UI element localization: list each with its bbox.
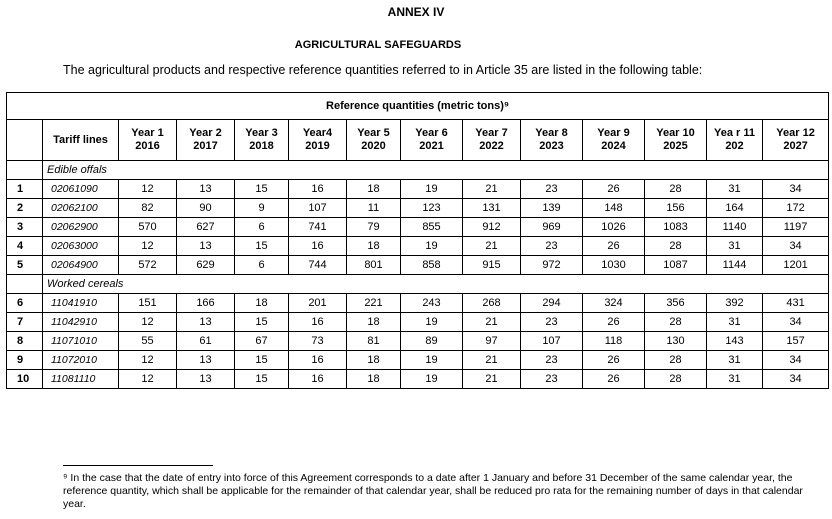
quantity-cell: 34 <box>763 313 829 332</box>
quantity-cell: 570 <box>119 218 177 237</box>
year-header <box>177 120 235 161</box>
year-value: 2022 <box>479 140 504 152</box>
quantity-cell: 221 <box>347 294 401 313</box>
quantity-cell: 15 <box>235 370 289 389</box>
quantity-cell: 294 <box>521 294 583 313</box>
section-row <box>7 161 829 180</box>
quantity-cell: 18 <box>347 237 401 256</box>
quantity-cell: 1026 <box>583 218 645 237</box>
quantity-cell: 18 <box>235 294 289 313</box>
quantity-cell: 18 <box>347 370 401 389</box>
row-number-header <box>7 120 43 161</box>
year-value: 2016 <box>135 140 160 152</box>
year-value: 202 <box>725 140 744 152</box>
quantity-cell: 28 <box>645 180 707 199</box>
tariff-line: 02063000 <box>43 237 119 256</box>
quantity-cell: 18 <box>347 351 401 370</box>
quantity-cell: 79 <box>347 218 401 237</box>
year-label: Year 2 <box>189 127 222 139</box>
row-number: 8 <box>7 332 43 351</box>
quantity-cell: 31 <box>707 313 763 332</box>
quantity-cell: 744 <box>289 256 347 275</box>
row-number: 3 <box>7 218 43 237</box>
reference-quantities-table <box>6 92 829 389</box>
year-header <box>707 120 763 161</box>
quantity-cell: 34 <box>763 180 829 199</box>
quantity-cell: 972 <box>521 256 583 275</box>
quantity-cell: 969 <box>521 218 583 237</box>
quantity-cell: 16 <box>289 237 347 256</box>
quantity-cell: 16 <box>289 180 347 199</box>
year-label: Year 5 <box>357 127 390 139</box>
table-row <box>7 313 829 332</box>
year-value: 2017 <box>193 140 218 152</box>
section-label: Worked cereals <box>43 275 829 294</box>
quantity-cell: 26 <box>583 237 645 256</box>
table-row <box>7 199 829 218</box>
quantity-cell: 21 <box>463 370 521 389</box>
year-header <box>119 120 177 161</box>
quantity-cell: 26 <box>583 351 645 370</box>
quantity-cell: 19 <box>401 370 463 389</box>
quantity-cell: 858 <box>401 256 463 275</box>
table-row <box>7 256 829 275</box>
quantity-cell: 201 <box>289 294 347 313</box>
quantity-cell: 28 <box>645 237 707 256</box>
quantity-cell: 28 <box>645 370 707 389</box>
quantity-cell: 31 <box>707 237 763 256</box>
row-number: 2 <box>7 199 43 218</box>
row-number: 5 <box>7 256 43 275</box>
quantity-cell: 13 <box>177 313 235 332</box>
quantity-cell: 166 <box>177 294 235 313</box>
quantity-cell: 31 <box>707 351 763 370</box>
quantity-cell: 34 <box>763 237 829 256</box>
quantity-cell: 16 <box>289 313 347 332</box>
quantity-cell: 1197 <box>763 218 829 237</box>
year-header <box>347 120 401 161</box>
year-label: Year 6 <box>415 127 448 139</box>
quantity-cell: 13 <box>177 237 235 256</box>
quantity-cell: 31 <box>707 370 763 389</box>
quantity-cell: 6 <box>235 218 289 237</box>
quantity-cell: 15 <box>235 351 289 370</box>
quantity-cell: 81 <box>347 332 401 351</box>
section-title: AGRICULTURAL SAFEGUARDS <box>294 39 462 51</box>
quantity-cell: 23 <box>521 351 583 370</box>
year-label: Year 12 <box>776 127 815 139</box>
quantity-cell: 16 <box>289 370 347 389</box>
section-spacer <box>7 161 43 180</box>
year-label: Year 7 <box>475 127 508 139</box>
quantity-cell: 26 <box>583 180 645 199</box>
section-spacer <box>7 275 43 294</box>
table-row <box>7 332 829 351</box>
quantity-cell: 1201 <box>763 256 829 275</box>
quantity-cell: 123 <box>401 199 463 218</box>
year-header <box>645 120 707 161</box>
quantity-cell: 31 <box>707 180 763 199</box>
quantity-cell: 12 <box>119 237 177 256</box>
tariff-line: 02064900 <box>43 256 119 275</box>
reference-quantities-header: Reference quantities (metric tons)⁹ <box>7 93 829 120</box>
quantity-cell: 13 <box>177 351 235 370</box>
quantity-cell: 16 <box>289 351 347 370</box>
year-label: Year 10 <box>656 127 695 139</box>
quantity-cell: 12 <box>119 180 177 199</box>
quantity-cell: 19 <box>401 313 463 332</box>
year-header <box>521 120 583 161</box>
quantity-cell: 12 <box>119 313 177 332</box>
quantity-cell: 143 <box>707 332 763 351</box>
quantity-cell: 118 <box>583 332 645 351</box>
quantity-cell: 26 <box>583 313 645 332</box>
table-row <box>7 237 829 256</box>
annex-title: ANNEX IV <box>387 5 445 19</box>
section-row <box>7 275 829 294</box>
year-label: Year 9 <box>597 127 630 139</box>
quantity-cell: 1140 <box>707 218 763 237</box>
quantity-cell: 34 <box>763 351 829 370</box>
quantity-cell: 28 <box>645 313 707 332</box>
year-value: 2018 <box>249 140 274 152</box>
footnote-divider <box>63 465 213 466</box>
quantity-cell: 1083 <box>645 218 707 237</box>
quantity-cell: 627 <box>177 218 235 237</box>
tariff-line: 11071010 <box>43 332 119 351</box>
quantity-cell: 34 <box>763 370 829 389</box>
quantity-cell: 1144 <box>707 256 763 275</box>
quantity-cell: 572 <box>119 256 177 275</box>
tariff-lines-header: Tariff lines <box>43 120 119 161</box>
table-row <box>7 370 829 389</box>
year-label: Year4 <box>302 127 333 139</box>
quantity-cell: 97 <box>463 332 521 351</box>
quantity-cell: 9 <box>235 199 289 218</box>
row-number: 4 <box>7 237 43 256</box>
row-number: 9 <box>7 351 43 370</box>
year-header <box>463 120 521 161</box>
row-number: 7 <box>7 313 43 332</box>
quantity-cell: 151 <box>119 294 177 313</box>
year-value: 2020 <box>361 140 386 152</box>
quantity-cell: 243 <box>401 294 463 313</box>
quantity-cell: 148 <box>583 199 645 218</box>
year-label: Yea r 11 <box>714 127 755 139</box>
quantity-cell: 912 <box>463 218 521 237</box>
year-value: 2027 <box>783 140 808 152</box>
table-row <box>7 294 829 313</box>
intro-paragraph: The agricultural products and respective reference quantities referred to in Article 35 are listed in the following table: <box>63 63 703 77</box>
quantity-cell: 13 <box>177 180 235 199</box>
quantity-cell: 90 <box>177 199 235 218</box>
table-row <box>7 180 829 199</box>
quantity-cell: 19 <box>401 180 463 199</box>
quantity-cell: 21 <box>463 180 521 199</box>
quantity-cell: 23 <box>521 180 583 199</box>
quantity-cell: 21 <box>463 237 521 256</box>
quantity-cell: 629 <box>177 256 235 275</box>
quantity-cell: 157 <box>763 332 829 351</box>
quantity-cell: 23 <box>521 313 583 332</box>
quantity-cell: 15 <box>235 180 289 199</box>
table-row <box>7 218 829 237</box>
quantity-cell: 172 <box>763 199 829 218</box>
quantity-cell: 855 <box>401 218 463 237</box>
quantity-cell: 12 <box>119 370 177 389</box>
quantity-cell: 82 <box>119 199 177 218</box>
tariff-line: 02061090 <box>43 180 119 199</box>
year-header <box>763 120 829 161</box>
tariff-line: 11072010 <box>43 351 119 370</box>
quantity-cell: 67 <box>235 332 289 351</box>
quantity-cell: 107 <box>521 332 583 351</box>
year-header <box>289 120 347 161</box>
year-header <box>583 120 645 161</box>
quantity-cell: 6 <box>235 256 289 275</box>
year-label: Year 3 <box>245 127 278 139</box>
year-label: Year 8 <box>535 127 568 139</box>
quantity-cell: 18 <box>347 180 401 199</box>
quantity-cell: 131 <box>463 199 521 218</box>
tariff-line: 11081110 <box>43 370 119 389</box>
tariff-line: 02062100 <box>43 199 119 218</box>
quantity-cell: 11 <box>347 199 401 218</box>
quantity-cell: 89 <box>401 332 463 351</box>
quantity-cell: 26 <box>583 370 645 389</box>
quantity-cell: 21 <box>463 351 521 370</box>
quantity-cell: 21 <box>463 313 521 332</box>
quantity-cell: 268 <box>463 294 521 313</box>
quantity-cell: 19 <box>401 237 463 256</box>
quantity-cell: 164 <box>707 199 763 218</box>
tariff-line: 11041910 <box>43 294 119 313</box>
tariff-line: 11042910 <box>43 313 119 332</box>
year-value: 2019 <box>305 140 330 152</box>
tariff-line: 02062900 <box>43 218 119 237</box>
quantity-cell: 324 <box>583 294 645 313</box>
quantity-cell: 392 <box>707 294 763 313</box>
quantity-cell: 61 <box>177 332 235 351</box>
quantity-cell: 73 <box>289 332 347 351</box>
quantity-cell: 801 <box>347 256 401 275</box>
quantity-cell: 139 <box>521 199 583 218</box>
quantity-cell: 23 <box>521 370 583 389</box>
row-number: 1 <box>7 180 43 199</box>
year-header <box>401 120 463 161</box>
quantity-cell: 19 <box>401 351 463 370</box>
year-value: 2023 <box>539 140 564 152</box>
row-number: 6 <box>7 294 43 313</box>
section-label: Edible offals <box>43 161 829 180</box>
quantity-cell: 55 <box>119 332 177 351</box>
quantity-cell: 28 <box>645 351 707 370</box>
year-value: 2021 <box>419 140 444 152</box>
quantity-cell: 18 <box>347 313 401 332</box>
quantity-cell: 130 <box>645 332 707 351</box>
quantity-cell: 12 <box>119 351 177 370</box>
quantity-cell: 915 <box>463 256 521 275</box>
quantity-cell: 1030 <box>583 256 645 275</box>
year-label: Year 1 <box>131 127 164 139</box>
year-value: 2024 <box>601 140 626 152</box>
quantity-cell: 23 <box>521 237 583 256</box>
quantity-cell: 15 <box>235 237 289 256</box>
footnote: ⁹ In the case that the date of entry into force of this Agreement corresponds to a date after 1 January and before 31 December of the same calendar year, the reference quantity, which shall be applicable for the remainder of that calendar year, shall be reduced pro rata for the remaining number of days in that calendar year. <box>63 472 803 510</box>
year-header <box>235 120 289 161</box>
quantity-cell: 431 <box>763 294 829 313</box>
quantity-cell: 741 <box>289 218 347 237</box>
table-row <box>7 351 829 370</box>
quantity-cell: 15 <box>235 313 289 332</box>
row-number: 10 <box>7 370 43 389</box>
quantity-cell: 156 <box>645 199 707 218</box>
quantity-cell: 13 <box>177 370 235 389</box>
year-value: 2025 <box>663 140 688 152</box>
quantity-cell: 1087 <box>645 256 707 275</box>
quantity-cell: 107 <box>289 199 347 218</box>
quantity-cell: 356 <box>645 294 707 313</box>
